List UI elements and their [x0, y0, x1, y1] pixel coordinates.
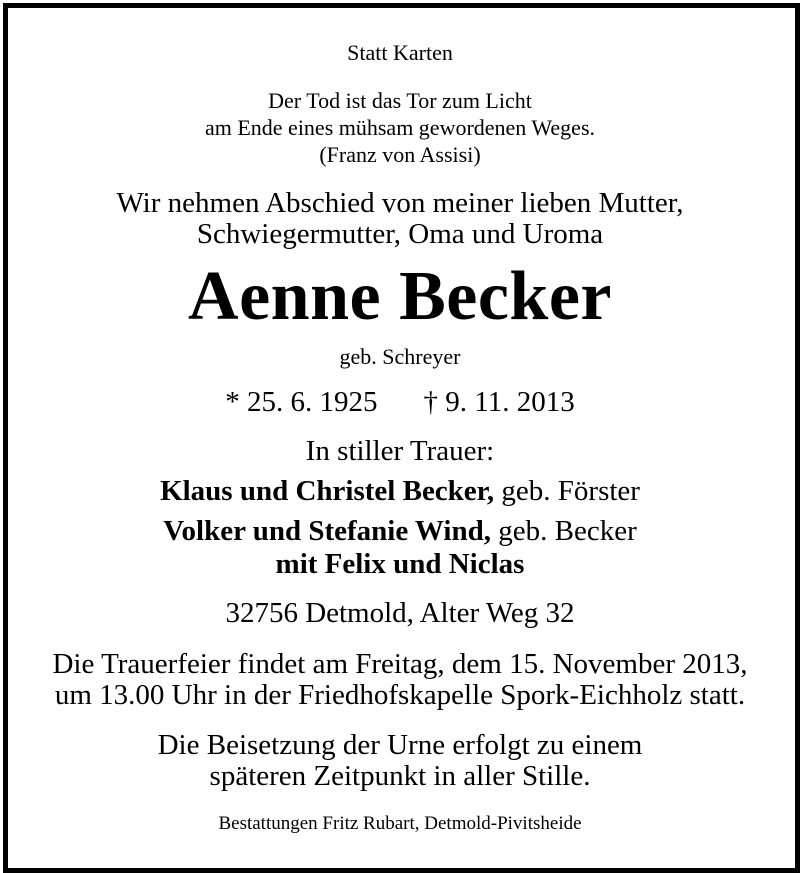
address: 32756 Detmold, Alter Weg 32 [225, 597, 575, 629]
death-date: † 9. 11. 2013 [423, 386, 575, 418]
quote-author: (Franz von Assisi) [319, 142, 481, 167]
funeral-home: Bestattungen Fritz Rubart, Detmold-Pivitsheide [218, 813, 582, 834]
maiden-name: geb. Schreyer [339, 344, 461, 369]
family-1-names: Klaus und Christel Becker, [160, 475, 495, 507]
burial-line-1: Die Beisetzung der Urne erfolgt zu einem [157, 729, 643, 761]
header-text: Statt Karten [347, 40, 453, 65]
quote-line-1: Der Tod ist das Tor zum Licht [268, 88, 532, 113]
mourner-family-2 [0, 517, 800, 546]
deceased-name: Aenne Becker [188, 258, 612, 335]
life-dates [0, 388, 800, 417]
intro-line-2: Schwiegermutter, Oma und Uroma [196, 218, 604, 250]
family-2-children: mit Felix und Niclas [275, 548, 525, 580]
service-line-1: Die Trauerfeier findet am Freitag, dem 15. November 2013, [52, 648, 748, 680]
quote-line-2: am Ende eines mühsam gewordenen Weges. [204, 115, 596, 140]
mourners-heading: In stiller Trauer: [305, 435, 495, 467]
birth-date: * 25. 6. 1925 [225, 386, 378, 418]
intro-line-1: Wir nehmen Abschied von meiner lieben Mutter, [116, 187, 684, 219]
burial-line-2: späteren Zeitpunkt in aller Stille. [209, 760, 591, 792]
family-1-maiden: geb. Förster [494, 475, 640, 507]
family-2-names: Volker und Stefanie Wind, [163, 515, 491, 547]
mourner-family-1 [0, 477, 800, 506]
family-2-maiden: geb. Becker [490, 515, 637, 547]
service-line-2: um 13.00 Uhr in der Friedhofskapelle Spork-Eichholz statt. [54, 679, 746, 711]
